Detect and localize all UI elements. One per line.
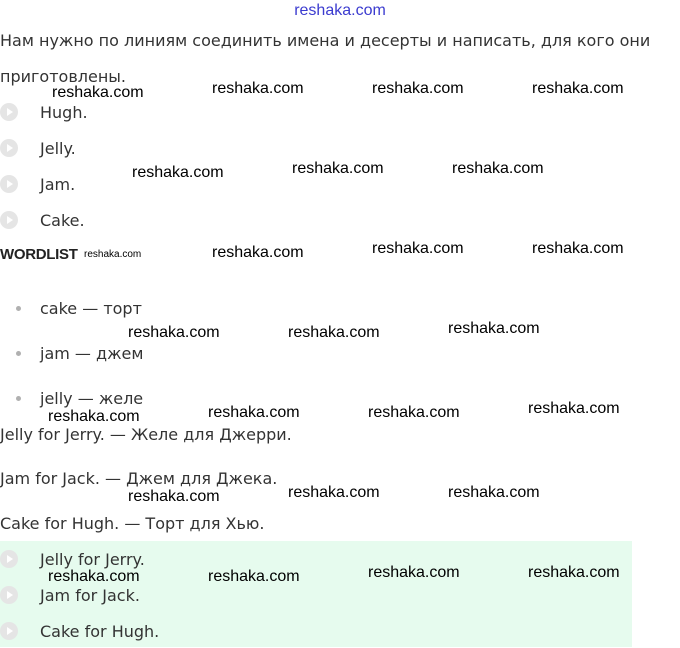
watermark: reshaka.com [212, 244, 304, 261]
answer-item-text: Jam for Jack. [40, 585, 140, 605]
audio-item-label: Jelly. [40, 138, 76, 158]
watermark: reshaka.com [368, 404, 460, 421]
bullet-icon [16, 306, 21, 311]
watermark: reshaka.com [528, 564, 620, 581]
watermark: reshaka.com [372, 80, 464, 97]
watermark: reshaka.com [528, 400, 620, 417]
play-icon[interactable] [0, 622, 18, 640]
translation-line: Jam for Jack. — Джем для Джека. [0, 469, 278, 488]
answer-item-text: Cake for Hugh. [40, 621, 160, 641]
watermark: reshaka.com [448, 484, 540, 501]
watermark: reshaka.com [372, 240, 464, 257]
audio-item-label: Hugh. [40, 102, 88, 122]
wordlist-title: WORDLIST [0, 246, 78, 263]
wordlist-item-text: cake — торт [40, 299, 142, 318]
audio-item-label: Jam. [40, 174, 76, 194]
watermark: reshaka.com [532, 80, 624, 97]
audio-item-hugh [0, 101, 88, 123]
wordlist-item [16, 344, 143, 363]
answer-item [0, 548, 145, 570]
audio-item-jam [0, 173, 75, 195]
watermark: reshaka.com [288, 324, 380, 341]
site-header-link[interactable]: reshaka.com [294, 2, 386, 19]
audio-item-cake [0, 209, 85, 231]
play-icon[interactable] [0, 550, 18, 568]
watermark: reshaka.com [212, 80, 304, 97]
play-icon[interactable] [0, 586, 18, 604]
translation-line: Jelly for Jerry. — Желе для Джерри. [0, 425, 292, 444]
wordlist-item [16, 389, 143, 408]
answer-item [0, 620, 159, 642]
watermark: reshaka.com [132, 164, 224, 181]
watermark: reshaka.com [368, 564, 460, 581]
watermark: reshaka.com [208, 404, 300, 421]
watermark: reshaka.com [84, 249, 142, 260]
audio-item-label: Cake. [40, 210, 85, 230]
watermark: reshaka.com [532, 240, 624, 257]
watermark: reshaka.com [48, 408, 140, 425]
audio-item-jelly [0, 137, 76, 159]
watermark: reshaka.com [52, 84, 144, 101]
watermark: reshaka.com [128, 324, 220, 341]
intro-text-line-2: приготовлены. [0, 67, 126, 86]
watermark: reshaka.com [288, 484, 380, 501]
wordlist-item [16, 299, 142, 318]
translation-line: Cake for Hugh. — Торт для Хью. [0, 514, 265, 533]
wordlist-item-text: jam — джем [40, 344, 144, 363]
wordlist-item-text: jelly — желе [40, 389, 144, 408]
watermark: reshaka.com [208, 568, 300, 585]
watermark: reshaka.com [292, 160, 384, 177]
watermark: reshaka.com [452, 160, 544, 177]
answer-item-text: Jelly for Jerry. [40, 549, 145, 569]
watermark: reshaka.com [448, 320, 540, 337]
play-icon[interactable] [0, 175, 18, 193]
play-icon[interactable] [0, 103, 18, 121]
bullet-icon [16, 351, 21, 356]
watermark: reshaka.com [128, 488, 220, 505]
answer-item [0, 584, 140, 606]
watermark: reshaka.com [48, 568, 140, 585]
bullet-icon [16, 396, 21, 401]
play-icon[interactable] [0, 211, 18, 229]
intro-text-line-1: Нам нужно по линиям соединить имена и десерты и написать, для кого они [0, 31, 651, 50]
play-icon[interactable] [0, 139, 18, 157]
